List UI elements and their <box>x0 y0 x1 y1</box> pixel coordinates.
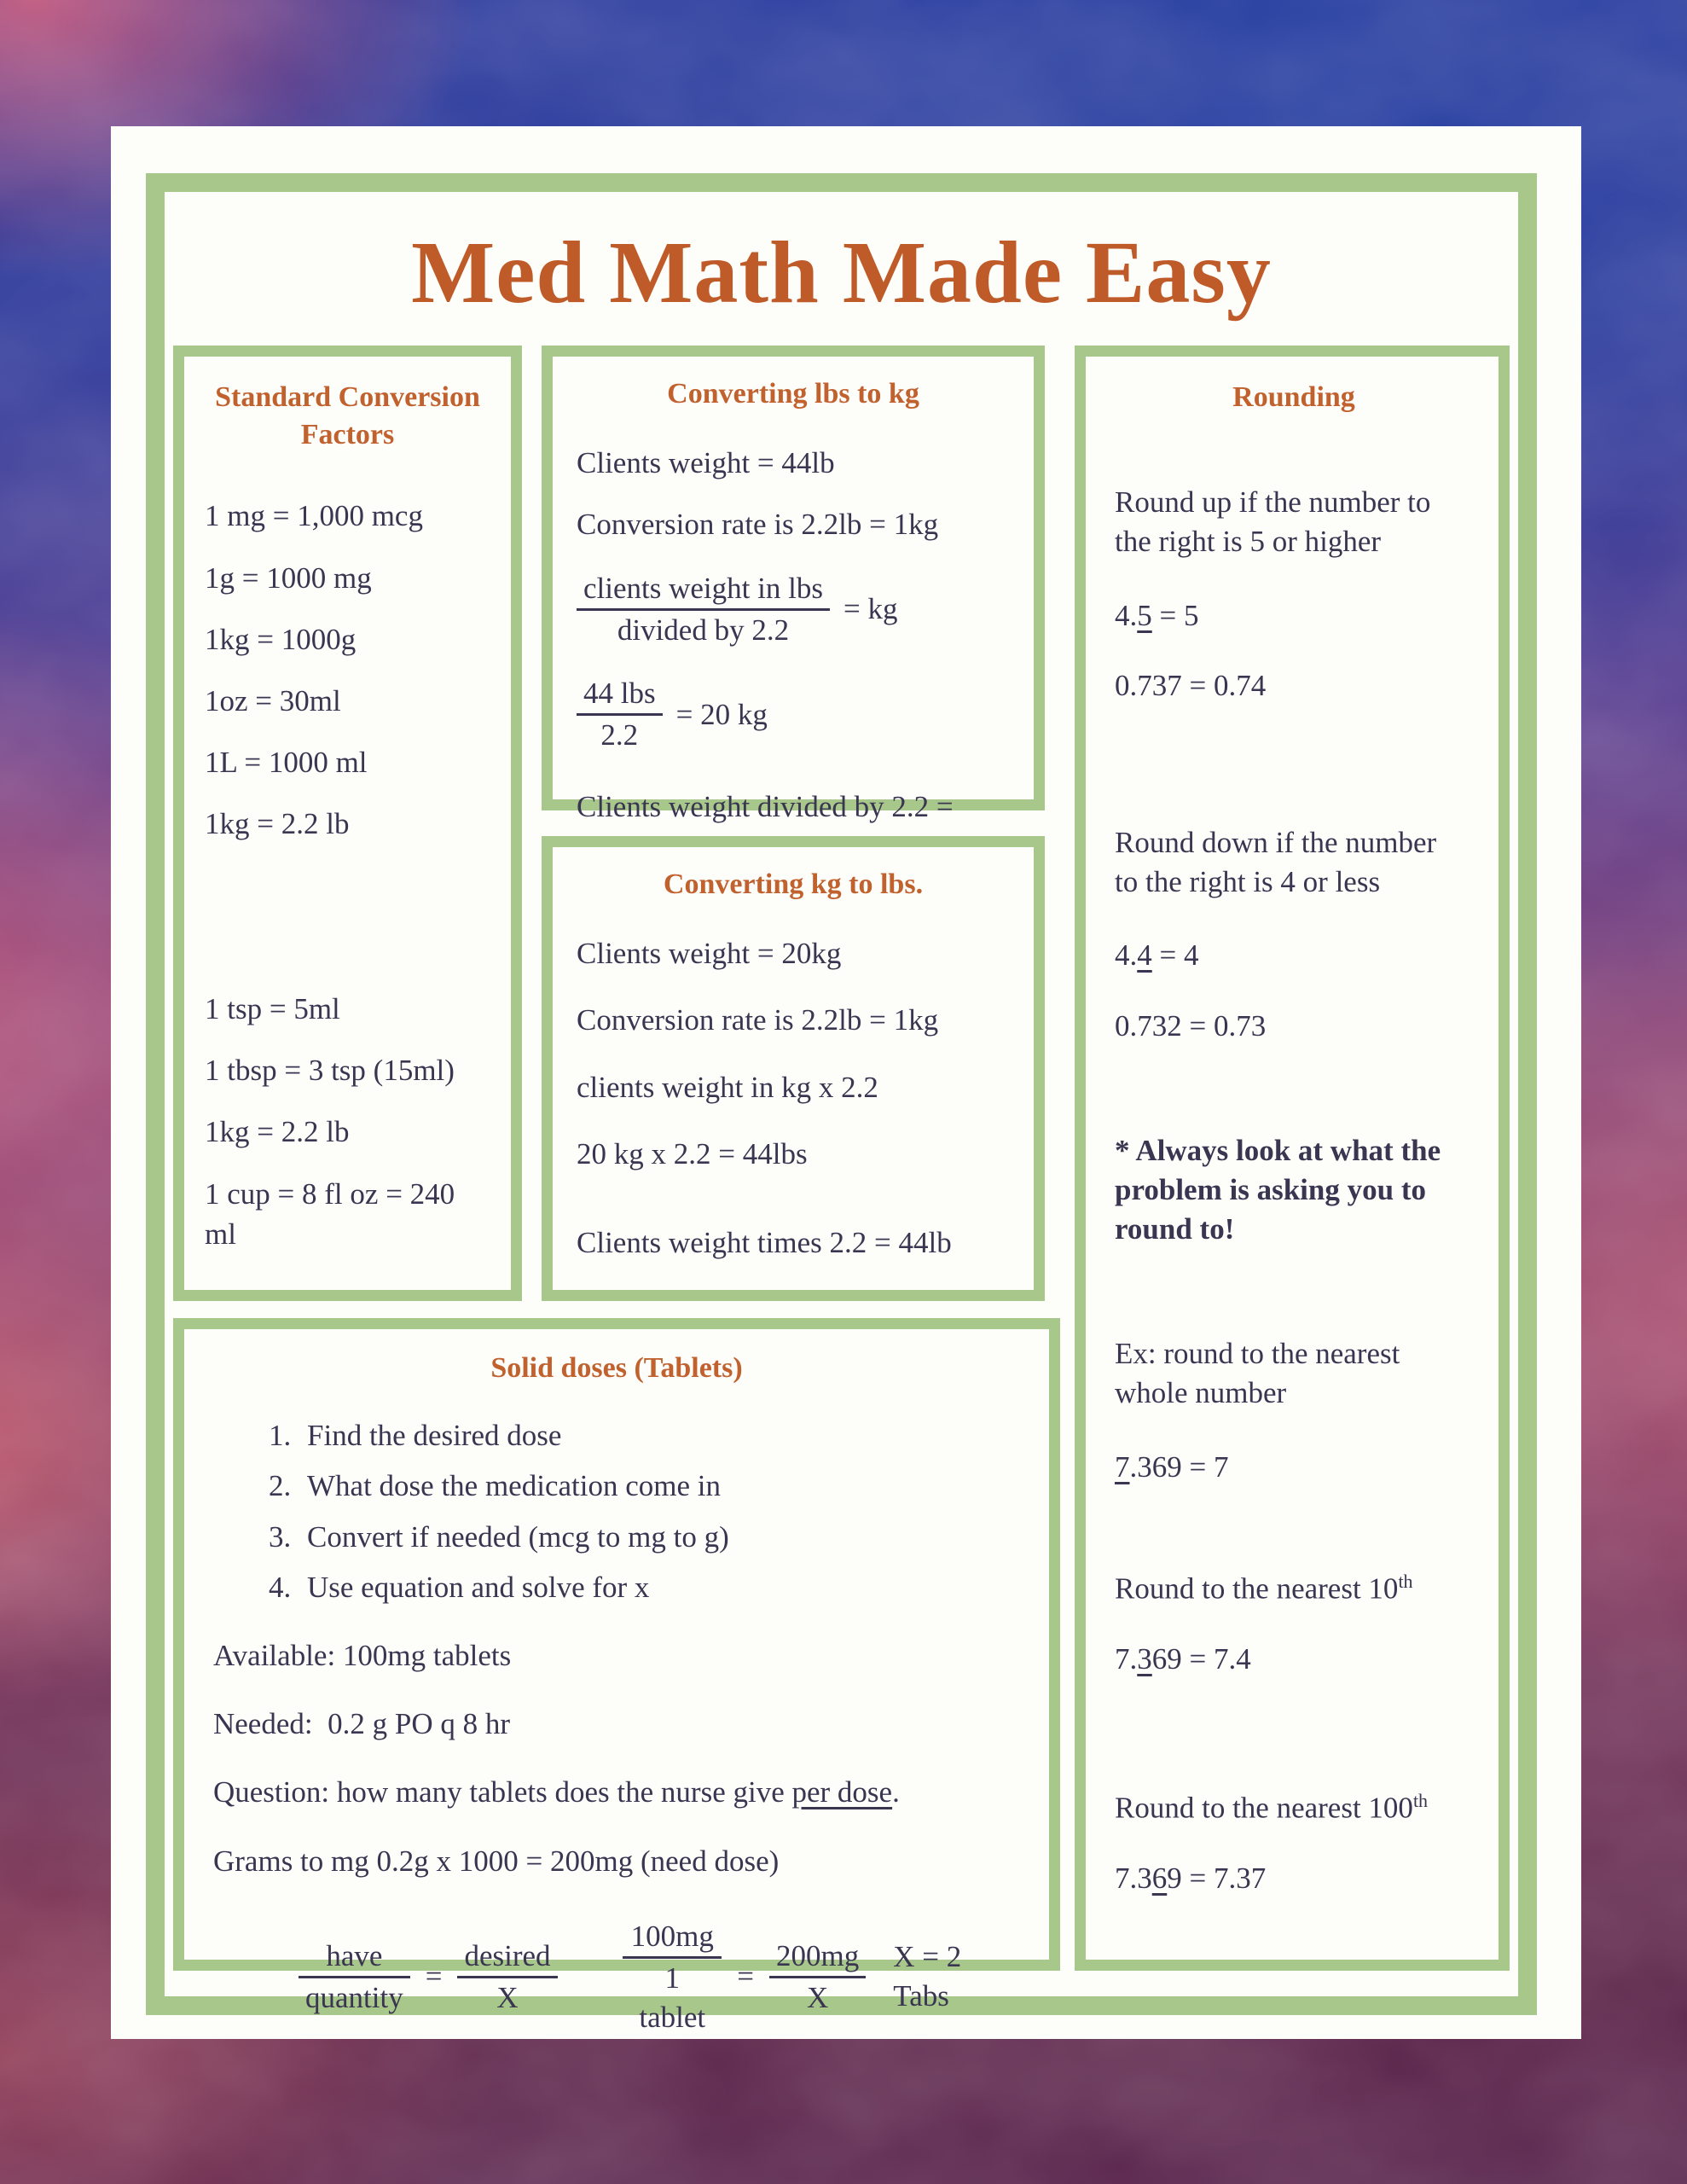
kg-to-lbs-line: clients weight in kg x 2.2 <box>577 1070 878 1104</box>
conversion-item: 1kg = 1000g <box>205 622 357 656</box>
step-item: 2. What dose the medication come in <box>299 1467 1020 1506</box>
conversion-item: 1L = 1000 ml <box>205 746 368 780</box>
step-item: 4. Use equation and solve for x <box>299 1568 1020 1607</box>
underlined-digit: 7 <box>1115 1449 1130 1484</box>
example-text: = 5 <box>1151 598 1199 632</box>
lbs-to-kg-formula <box>577 569 1010 650</box>
fraction-denominator: X <box>457 1976 557 2018</box>
equals-sign: = <box>737 1960 755 1994</box>
lbs-to-kg-example <box>577 674 1010 755</box>
rounding-note-line2: problem is asking you to <box>1115 1172 1426 1206</box>
question-line <box>213 1773 1020 1812</box>
fraction <box>577 569 830 650</box>
round-down-rule <box>1115 823 1473 902</box>
rounding-note <box>1115 1131 1473 1250</box>
conversion-item: 1kg = 2.2 lb <box>205 1114 350 1148</box>
available-line: Available: 100mg tablets <box>213 1638 512 1672</box>
ordinal-superscript: th <box>1398 1570 1413 1592</box>
round-up-rule-line1: Round up if the number to <box>1115 485 1431 520</box>
fraction <box>299 1937 410 2018</box>
whole-number-example <box>1115 1448 1473 1487</box>
whole-number-label-line1: Ex: round to the nearest <box>1115 1337 1400 1371</box>
fraction-denominator: divided by 2.2 <box>577 608 830 650</box>
example-text: 7. <box>1115 1641 1138 1676</box>
kg-to-lbs-line: Conversion rate is 2.2lb = 1kg <box>577 1003 939 1037</box>
solid-doses-box <box>173 1318 1060 2035</box>
hundredth-label <box>1115 1788 1473 1828</box>
standard-conversion-title: Standard Conversion Factors <box>215 381 480 451</box>
fraction-denominator: quantity <box>299 1976 410 2018</box>
rounding-note-line1: * Always look at what the <box>1115 1133 1441 1167</box>
example-text: 69 = 7.4 <box>1151 1641 1251 1676</box>
label-text: Round to the nearest 10 <box>1115 1571 1399 1606</box>
page-title: Med Math Made Easy <box>411 224 1272 322</box>
fraction-denominator: 2.2 <box>577 713 663 755</box>
fraction <box>577 674 663 755</box>
fraction <box>623 1917 722 2038</box>
fraction <box>769 1937 866 2018</box>
round-down-example1 <box>1115 936 1473 975</box>
grams-line: Grams to mg 0.2g x 1000 = 200mg (need dose) <box>213 1844 780 1878</box>
conversion-item: 1 mg = 1,000 mcg <box>205 499 423 533</box>
example-text: 7.3 <box>1115 1861 1152 1895</box>
label-text: Round to the nearest 100 <box>1115 1791 1413 1825</box>
question-text: . <box>892 1775 900 1809</box>
underlined-phrase: per dose <box>791 1775 893 1809</box>
conversion-cup-line1: 1 cup = 8 fl oz = 240 <box>205 1177 455 1211</box>
lbs-to-kg-line: Clients weight = 44lb <box>577 446 835 480</box>
fraction-numerator: 44 lbs <box>583 676 656 710</box>
kg-to-lbs-line: 20 kg x 2.2 = 44lbs <box>577 1136 808 1170</box>
kg-to-lbs-box <box>542 836 1045 1301</box>
ordinal-superscript: th <box>1412 1789 1429 1811</box>
conversion-item: 1 tsp = 5ml <box>205 991 340 1025</box>
lbs-to-kg-line: Conversion rate is 2.2lb = 1kg <box>577 508 939 542</box>
equation-result: X = 2 Tabs <box>893 1940 962 2013</box>
conversion-item: 1kg = 2.2 lb <box>205 807 350 841</box>
example-text: .369 = 7 <box>1129 1449 1229 1484</box>
underlined-digit: 6 <box>1151 1861 1168 1895</box>
round-up-example2: 0.737 = 0.74 <box>1115 668 1267 702</box>
formula-result: = 20 kg <box>675 697 768 731</box>
conversion-item: 1g = 1000 mg <box>205 561 372 595</box>
conversion-item-cup <box>205 1174 490 1255</box>
fraction-denominator: 1 tablet <box>623 1956 722 2037</box>
standard-conversion-box <box>173 346 522 1301</box>
fraction-numerator: 100mg <box>630 1919 714 1953</box>
example-text: 4. <box>1115 938 1138 973</box>
underlined-digit: 3 <box>1137 1641 1152 1676</box>
round-down-rule-line2: to the right is 4 or less <box>1115 865 1381 899</box>
fraction-denominator: X <box>769 1976 866 2018</box>
worksheet-page <box>111 126 1581 2039</box>
round-up-example1 <box>1115 596 1473 636</box>
rounding-title: Rounding <box>1232 381 1355 413</box>
formula-result: = kg <box>843 592 898 626</box>
round-down-example2: 0.732 = 0.73 <box>1115 1008 1267 1043</box>
hundredth-example <box>1115 1859 1473 1898</box>
kg-to-lbs-summary: Clients weight times 2.2 = 44lb <box>577 1225 952 1259</box>
round-up-rule <box>1115 483 1473 561</box>
fraction-numerator: desired <box>464 1938 551 1972</box>
lbs-to-kg-box <box>542 346 1045 824</box>
rounding-box <box>1075 346 1510 1971</box>
equals-sign: = <box>425 1960 443 1994</box>
step-item: 3. Convert if needed (mcg to mg to g) <box>299 1518 1020 1557</box>
lbs-to-kg-title: Converting lbs to kg <box>667 378 919 410</box>
kg-to-lbs-title: Converting kg to lbs. <box>663 868 924 900</box>
underlined-digit: 5 <box>1137 598 1152 632</box>
dose-equation <box>299 1917 1020 2038</box>
kg-to-lbs-line: Clients weight = 20kg <box>577 937 842 971</box>
whole-number-label-line2: whole number <box>1115 1376 1287 1410</box>
conversion-cup-line2: ml <box>205 1217 236 1252</box>
fraction-numerator: clients weight in lbs <box>583 571 823 605</box>
tenth-example <box>1115 1640 1473 1679</box>
fraction-numerator: 200mg <box>776 1938 860 1972</box>
lbs-to-kg-summary: Clients weight divided by 2.2 = <box>577 790 954 824</box>
conversion-item: 1oz = 30ml <box>205 683 341 717</box>
fraction-numerator: have <box>326 1938 383 1972</box>
question-text: Question: how many tablets does the nurse give <box>213 1775 792 1809</box>
needed-line: Needed: 0.2 g PO q 8 hr <box>213 1707 511 1741</box>
step-item: 1. Find the desired dose <box>299 1416 1020 1455</box>
solid-doses-title: Solid doses (Tablets) <box>490 1352 743 1384</box>
round-up-rule-line2: the right is 5 or higher <box>1115 525 1382 559</box>
tenth-label <box>1115 1569 1473 1609</box>
rounding-note-line3: round to! <box>1115 1212 1235 1246</box>
conversion-item: 1 tbsp = 3 tsp (15ml) <box>205 1053 455 1087</box>
example-text: = 4 <box>1151 938 1199 973</box>
fraction <box>457 1937 557 2018</box>
round-down-rule-line1: Round down if the number <box>1115 825 1437 859</box>
whole-number-label <box>1115 1334 1473 1413</box>
example-text: 9 = 7.37 <box>1167 1861 1267 1895</box>
example-text: 4. <box>1115 598 1138 632</box>
solid-doses-steps <box>213 1416 1020 1607</box>
underlined-digit: 4 <box>1137 938 1152 973</box>
